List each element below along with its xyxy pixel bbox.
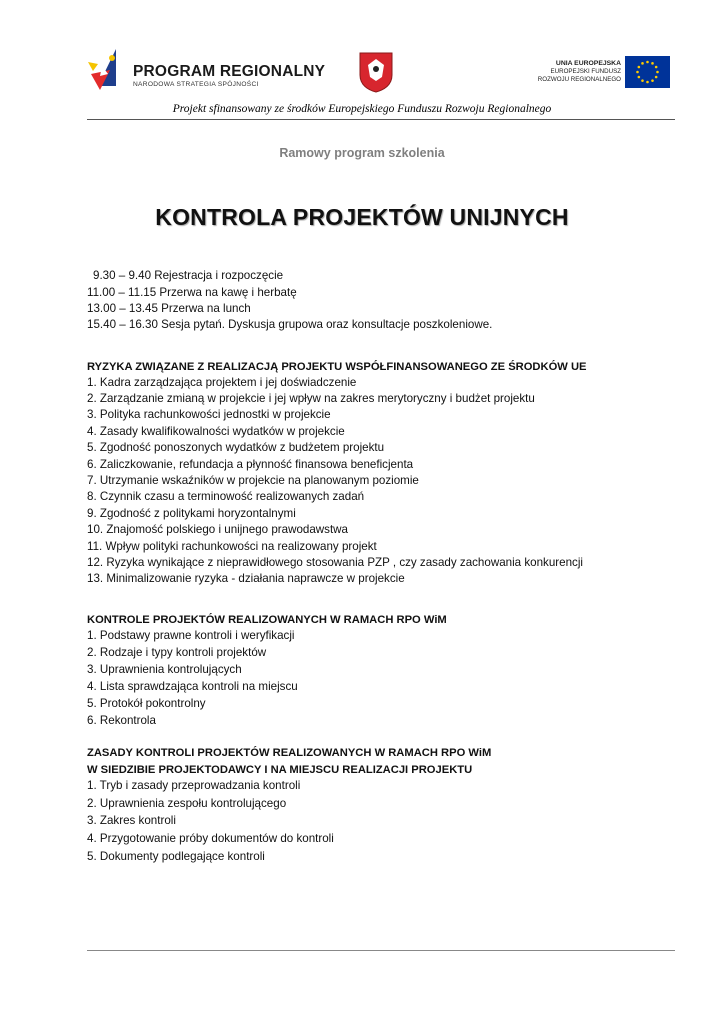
section-1-item: 2. Zarządzanie zmianą w projekcie i jej wpływ na zakres merytoryczny i budżet projektu (87, 392, 535, 405)
section-1-item: 13. Minimalizowanie ryzyka - działania naprawcze w projekcie (87, 572, 405, 585)
section-2-heading: KONTROLE PROJEKTÓW REALIZOWANYCH W RAMACH RPO WiM (87, 614, 447, 626)
section-1-item: 7. Utrzymanie wskaźników w projekcie na planowanym poziomie (87, 474, 419, 487)
section-2-item: 6. Rekontrola (87, 714, 156, 727)
eu-star-icon (651, 79, 654, 82)
section-1-item: 11. Wpływ polityki rachunkowości na realizowany projekt (87, 540, 377, 553)
eu-line-3: ROZWOJU REGIONALNEGO (537, 76, 621, 83)
footer-divider (87, 950, 675, 951)
document-title: KONTROLA PROJEKTÓW UNIJNYCH (155, 204, 569, 230)
section-2-item: 4. Lista sprawdzająca kontroli na miejscu (87, 680, 298, 693)
section-3-heading-line-1: ZASADY KONTROLI PROJEKTÓW REALIZOWANYCH W RAMACH RPO WiM (87, 747, 492, 759)
section-1-item: 10. Znajomość polskiego i unijnego prawodawstwa (87, 523, 349, 536)
section-2-item: 2. Rodzaje i typy kontroli projektów (87, 646, 267, 659)
schedule-item: 13.00 – 13.45 Przerwa na lunch (87, 302, 251, 315)
section-3-item: 5. Dokumenty podlegające kontroli (87, 850, 265, 863)
schedule-item: 15.40 – 16.30 Sesja pytań. Dyskusja grupowa oraz konsultacje poszkoleniowe. (87, 318, 493, 331)
section-1-item: 12. Ryzyka wynikające z nieprawidłowego stosowania PZP , czy zasady zachowania konkurencji (87, 556, 583, 569)
section-1-item: 9. Zgodność z politykami horyzontalnymi (87, 507, 296, 520)
section-1-item: 6. Zaliczkowanie, refundacja a płynność finansowa beneficjenta (87, 458, 414, 471)
eu-star-icon (655, 66, 658, 69)
funding-note: Projekt sfinansowany ze środków Europejskiego Funduszu Rozwoju Regionalnego (172, 103, 552, 115)
section-1-heading: RYZYKA ZWIĄZANE Z REALIZACJĄ PROJEKTU WSPÓŁFINANSOWANEGO ZE ŚRODKÓW UE (87, 361, 587, 373)
schedule-item: 9.30 – 9.40 Rejestracja i rozpoczęcie (93, 269, 284, 282)
eu-star-icon (641, 79, 644, 82)
section-2-item: 3. Uprawnienia kontrolujących (87, 663, 242, 676)
section-2-item: 1. Podstawy prawne kontroli i weryfikacji (87, 629, 295, 642)
section-3-item: 4. Przygotowanie próby dokumentów do kontroli (87, 832, 334, 845)
regional-crest-icon (358, 51, 394, 93)
eu-star-icon (638, 76, 641, 79)
eu-line-1: UNIA EUROPEJSKA (555, 60, 621, 67)
section-3-item: 2. Uprawnienia zespołu kontrolującego (87, 797, 287, 810)
eu-star-icon (638, 66, 641, 69)
header-divider (87, 119, 675, 120)
eu-star-icon (646, 81, 649, 84)
eu-star-icon (655, 76, 658, 79)
section-1-item: 8. Czynnik czasu a terminowość realizowanych zadań (87, 490, 365, 503)
section-1-item: 5. Zgodność ponoszonych wydatków z budżetem projektu (87, 441, 385, 454)
section-1-item: 3. Polityka rachunkowości jednostki w projekcie (87, 408, 331, 421)
section-2-item: 5. Protokół pokontrolny (87, 697, 206, 710)
eu-star-icon (656, 71, 659, 74)
eu-star-icon (636, 71, 639, 74)
eu-star-icon (641, 62, 644, 65)
section-3-item: 1. Tryb i zasady przeprowadzania kontroli (87, 779, 301, 792)
eu-flag-icon (625, 56, 670, 88)
section-3-item: 3. Zakres kontroli (87, 814, 176, 827)
section-3-heading-line-2: W SIEDZIBIE PROJEKTODAWCY I NA MIEJSCU REALIZACJI PROJEKTU (87, 764, 473, 776)
eu-fund-text (538, 60, 621, 84)
logo-subtitle: NARODOWA STRATEGIA SPÓJNOŚCI (133, 81, 259, 88)
schedule-item: 11.00 – 11.15 Przerwa na kawę i herbatę (87, 286, 297, 299)
eu-line-2: EUROPEJSKI FUNDUSZ (550, 68, 621, 75)
section-1-item: 4. Zasady kwalifikowalności wydatków w projekcie (87, 425, 345, 438)
section-1-item: 1. Kadra zarządzająca projektem i jej doświadczenie (87, 376, 357, 389)
eu-star-icon (651, 62, 654, 65)
document-subtitle: Ramowy program szkolenia (279, 146, 445, 160)
logo-title: PROGRAM REGIONALNY (133, 63, 326, 80)
eu-star-icon (646, 61, 649, 64)
